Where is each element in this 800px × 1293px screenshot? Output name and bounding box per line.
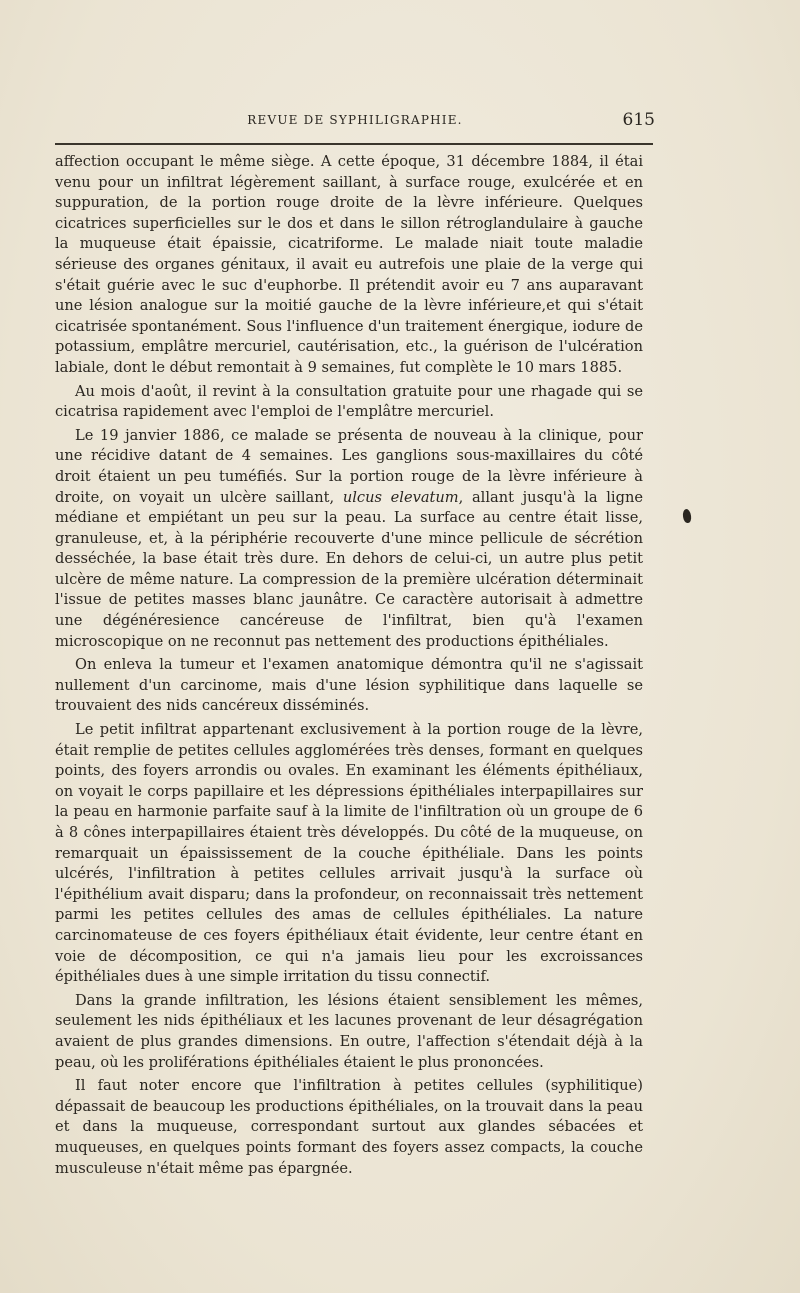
paragraph-4: On enleva la tumeur et l'examen anatomique démontra qu'il ne s'agissait nullement d'un carcinome, mais d'une lésion syphilitique dans laquelle se trouvaient des nids cancéreux disséminés. [55, 656, 643, 715]
paragraph-3 [55, 426, 643, 653]
header-rule [55, 143, 653, 145]
running-title: REVUE DE SYPHILIGRAPHIE. [247, 113, 463, 127]
paragraph-6: Dans la grande infiltration, les lésions étaient sensiblement les mêmes, seulement les nids épithéliaux et les lacunes provenant de leur désagrégation avaient de plus grandes dimensions. En outre, l'affection s'étendait déjà à la peau, où les proliférations épithéliales étaient le plus prononcées. [55, 991, 643, 1071]
paragraph-2: Au mois d'août, il revint à la consultation gratuite pour une rhagade qui se cicatrisa rapidement avec l'emploi de l'emplâtre mercuriel. [55, 382, 643, 421]
page-header [55, 110, 655, 134]
page-number: 615 [622, 110, 655, 130]
ink-blot-mark [682, 509, 692, 524]
paragraph-1: affection occupant le même siège. A cette époque, 31 décembre 1884, il étai venu pour un infiltrat légèrement saillant, à surface rouge, exulcérée et en suppuration, de la portion rouge droite de la lèvre inférieure. Quelques cicatrices superficielles sur le dos et dans le sillon rétroglandulaire à gauche la muqueuse était épaissie, cicatriforme. Le malade niait toute maladie sérieuse des organes génitaux, il avait eu autrefois une plaie de la verge qui s'était guérie avec le suc d'euphorbe. Il prétendit avoir eu 7 ans auparavant une lésion analogue sur la moitié gauche de la lèvre inférieure,et qui s'était cicatrisée spontanément. Sous l'influence d'un traitement énergique, iodure de potassium, emplâtre mercuriel, cautérisation, etc., la guérison de l'ulcération labiale, dont le début remontait à 9 semaines, fut complète le 10 mars 1885. [55, 153, 643, 376]
paragraph-3-italic-term: ulcus elevatum [342, 488, 459, 506]
paragraph-7: Il faut noter encore que l'infiltration à petites cellules (syphilitique) dépassait de beaucoup les productions épithéliales, on la trouvait dans la peau et dans la muqueuse, correspondant surtout aux glandes sébacées et muqueuses, en quelques points formant des foyers assez compacts, la couche musculeuse n'était même pas épargnée. [55, 1077, 643, 1177]
paragraph-3-text-after: , allant jusqu'à la ligne médiane et empiétant un peu sur la peau. La surface au centre était lisse, granuleuse, et, à la périphérie recouverte d'une mince pellicule de sécrétion desséchée, la base était très dure. En dehors de celui-ci, un autre plus petit ulcère de même nature. La compression de la première ulcération déterminait l'issue de petites masses blanc jaunâtre. Ce caractère autorisait à admettre une dégénéresience cancéreuse de l'infiltrat, bien qu'à l'examen microscopique on ne reconnut pas nettement des productions épithéliales. [55, 488, 643, 650]
paragraph-5: Le petit infiltrat appartenant exclusivement à la portion rouge de la lèvre, était remplie de petites cellules agglomérées très denses, formant en quelques points, des foyers arrondis ou ovales. En examinant les éléments épithéliaux, on voyait le corps papillaire et les dépressions épithéliales interpapillaires sur la peau en harmonie parfaite sauf à la limite de l'infiltration où un groupe de 6 à 8 cônes interpapillaires étaient très développés. Du côté de la muqueuse, on remarquait un épaississement de la couche épithéliale. Dans les points ulcérés, l'infiltration à petites cellules arrivait jusqu'à la surface où l'épithélium avait disparu; dans la profondeur, on reconnaissait très nettement parmi les petites cellules des amas de cellules épithéliales. La nature carcinomateuse de ces foyers épithéliaux était évidente, leur centre étant en voie de décomposition, ce qui n'a jamais lieu pour les excroissances épithéliales dues à une simple irritation du tissu connectif. [55, 721, 643, 986]
paragraph-3-text-before: Le 19 janvier 1886, ce malade se présenta de nouveau à la clinique, pour une récidive datant de 4 semaines. Les ganglions sous-maxillaires du côté droit étaient un peu tuméfiés. Sur la portion rouge de la lèvre inférieure à droite, on voyait un ulcère saillant, [55, 426, 643, 506]
body-text [55, 152, 643, 1182]
